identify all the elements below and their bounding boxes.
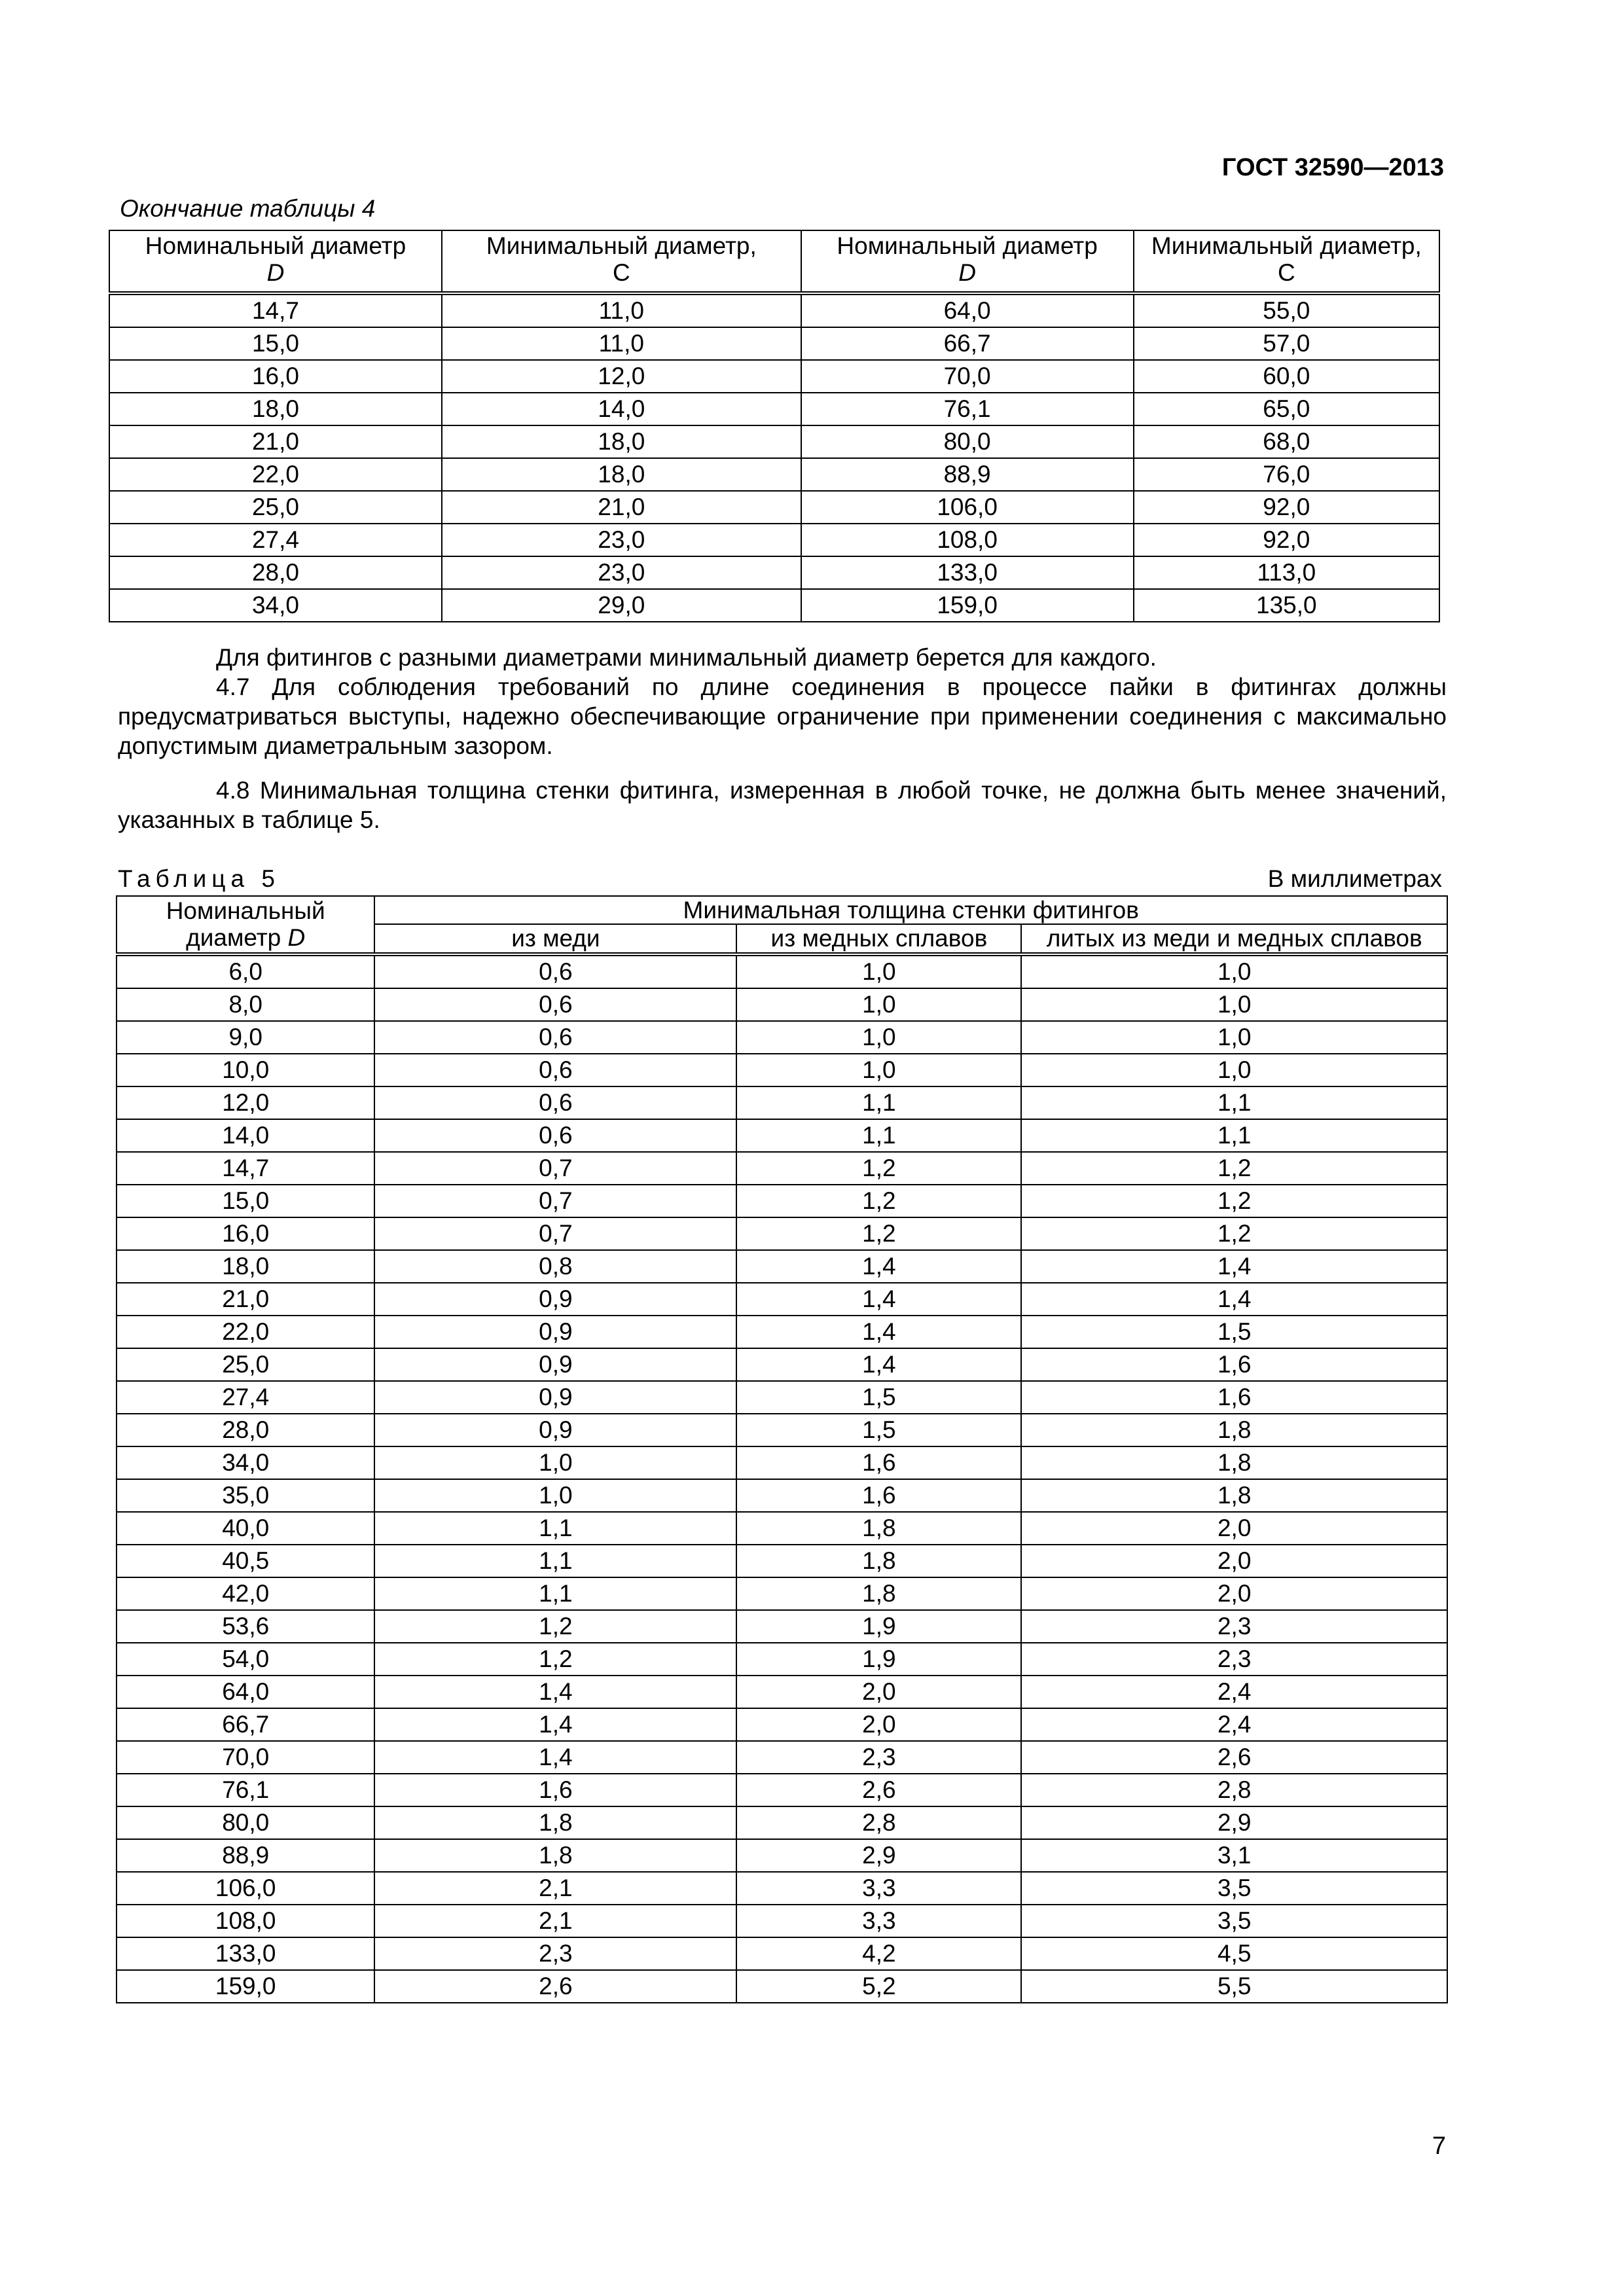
table-cell: 14,7 bbox=[109, 293, 442, 327]
header-symbol: D bbox=[287, 924, 306, 952]
table-row bbox=[117, 1479, 1447, 1512]
table-cell: 1,8 bbox=[736, 1577, 1021, 1610]
table-cell: 2,4 bbox=[1021, 1676, 1447, 1708]
table-row bbox=[117, 1348, 1447, 1381]
table-cell: 2,6 bbox=[1021, 1741, 1447, 1774]
table-row bbox=[117, 1970, 1447, 2003]
table-row bbox=[117, 1708, 1447, 1741]
table-cell: 80,0 bbox=[801, 425, 1134, 458]
table-cell: 0,9 bbox=[374, 1381, 736, 1414]
table4-body bbox=[109, 293, 1439, 622]
table-cell: 1,4 bbox=[736, 1316, 1021, 1348]
table4-header-min-diameter-2 bbox=[1134, 230, 1439, 293]
table-cell: 1,1 bbox=[374, 1577, 736, 1610]
table-cell: 0,7 bbox=[374, 1185, 736, 1217]
table-cell: 2,0 bbox=[736, 1676, 1021, 1708]
table-cell: 6,0 bbox=[117, 954, 374, 988]
table-cell: 1,4 bbox=[374, 1708, 736, 1741]
table-row bbox=[109, 327, 1439, 360]
table-row bbox=[117, 1937, 1447, 1970]
table5-header-row-1 bbox=[117, 896, 1447, 924]
table-cell: 65,0 bbox=[1134, 393, 1439, 425]
table-cell: 1,2 bbox=[1021, 1152, 1447, 1185]
table5-caption: Таблица 5 bbox=[118, 865, 280, 892]
table-cell: 92,0 bbox=[1134, 491, 1439, 524]
table-cell: 70,0 bbox=[117, 1741, 374, 1774]
table-cell: 1,8 bbox=[1021, 1479, 1447, 1512]
table-cell: 64,0 bbox=[801, 293, 1134, 327]
header-text: Номинальный диаметр bbox=[837, 232, 1098, 259]
table-cell: 1,2 bbox=[1021, 1217, 1447, 1250]
table-cell: 14,0 bbox=[117, 1119, 374, 1152]
table-cell: 1,4 bbox=[1021, 1283, 1447, 1316]
table5-header-group: Минимальная толщина стенки фитингов bbox=[374, 896, 1447, 924]
table-cell: 88,9 bbox=[117, 1839, 374, 1872]
table-cell: 70,0 bbox=[801, 360, 1134, 393]
table-cell: 2,8 bbox=[736, 1806, 1021, 1839]
table-cell: 1,0 bbox=[374, 1446, 736, 1479]
table-cell: 1,6 bbox=[736, 1446, 1021, 1479]
table-cell: 21,0 bbox=[117, 1283, 374, 1316]
table-cell: 27,4 bbox=[117, 1381, 374, 1414]
table-cell: 80,0 bbox=[117, 1806, 374, 1839]
header-text: диаметр bbox=[186, 924, 281, 952]
table-row bbox=[117, 1283, 1447, 1316]
table-cell: 53,6 bbox=[117, 1610, 374, 1643]
table-cell: 133,0 bbox=[117, 1937, 374, 1970]
table-cell: 0,9 bbox=[374, 1414, 736, 1446]
table-row bbox=[117, 1643, 1447, 1676]
table-cell: 1,4 bbox=[736, 1283, 1021, 1316]
table-cell: 1,2 bbox=[736, 1217, 1021, 1250]
table-cell: 14,0 bbox=[442, 393, 801, 425]
table-cell: 40,0 bbox=[117, 1512, 374, 1545]
table-cell: 0,6 bbox=[374, 1021, 736, 1054]
table-cell: 108,0 bbox=[801, 524, 1134, 556]
table-cell: 16,0 bbox=[109, 360, 442, 393]
table-cell: 2,6 bbox=[736, 1774, 1021, 1806]
table-cell: 2,0 bbox=[1021, 1545, 1447, 1577]
table-cell: 55,0 bbox=[1134, 293, 1439, 327]
header-text: Минимальный диаметр, bbox=[1151, 232, 1422, 259]
table-cell: 0,6 bbox=[374, 1054, 736, 1086]
table-cell: 0,7 bbox=[374, 1152, 736, 1185]
table-cell: 1,6 bbox=[1021, 1348, 1447, 1381]
table-row bbox=[117, 1872, 1447, 1905]
paragraph-4-7: 4.7 Для соблюдения требований по длине соединения в процессе пайки в фитингах должны предусматриваться выступы, надежно обеспечивающие ограничение при применении соединения с максимально допустимым диаметральным зазором. bbox=[118, 673, 1447, 759]
paragraph-4-8: 4.8 Минимальная толщина стенки фитинга, измеренная в любой точке, не должна быть менее значений, указанных в таблице 5. bbox=[118, 777, 1447, 833]
table-row bbox=[109, 556, 1439, 589]
table-cell: 0,6 bbox=[374, 988, 736, 1021]
table-cell: 8,0 bbox=[117, 988, 374, 1021]
table-row bbox=[109, 458, 1439, 491]
table5-subheader-copper: из меди bbox=[374, 924, 736, 954]
table-row bbox=[117, 1610, 1447, 1643]
table-cell: 2,1 bbox=[374, 1872, 736, 1905]
table-row bbox=[109, 425, 1439, 458]
table-cell: 1,4 bbox=[736, 1250, 1021, 1283]
table-cell: 23,0 bbox=[442, 524, 801, 556]
table-cell: 11,0 bbox=[442, 327, 801, 360]
header-text: Минимальный диаметр, bbox=[486, 232, 757, 259]
table-row bbox=[117, 1086, 1447, 1119]
table-cell: 10,0 bbox=[117, 1054, 374, 1086]
table-row bbox=[117, 1185, 1447, 1217]
table-row bbox=[117, 1905, 1447, 1937]
table-cell: 1,2 bbox=[374, 1610, 736, 1643]
table-row bbox=[117, 1806, 1447, 1839]
table5-subheader-copper-alloys: из медных сплавов bbox=[736, 924, 1021, 954]
table5-subheader-cast: литых из меди и медных сплавов bbox=[1021, 924, 1447, 954]
table-cell: 1,9 bbox=[736, 1643, 1021, 1676]
table-cell: 3,1 bbox=[1021, 1839, 1447, 1872]
table-row bbox=[117, 1054, 1447, 1086]
table-cell: 21,0 bbox=[442, 491, 801, 524]
table-cell: 159,0 bbox=[117, 1970, 374, 2003]
table-cell: 1,8 bbox=[374, 1806, 736, 1839]
table-row bbox=[117, 1774, 1447, 1806]
table-cell: 113,0 bbox=[1134, 556, 1439, 589]
table-cell: 1,6 bbox=[374, 1774, 736, 1806]
table-cell: 76,1 bbox=[117, 1774, 374, 1806]
table-row bbox=[117, 1577, 1447, 1610]
paragraph-different-diameters: Для фитингов с разными диаметрами минимальный диаметр берется для каждого. bbox=[216, 644, 1157, 671]
table-cell: 15,0 bbox=[109, 327, 442, 360]
table-cell: 76,0 bbox=[1134, 458, 1439, 491]
table-cell: 1,4 bbox=[736, 1348, 1021, 1381]
table-cell: 4,2 bbox=[736, 1937, 1021, 1970]
table-cell: 15,0 bbox=[117, 1185, 374, 1217]
table-cell: 2,4 bbox=[1021, 1708, 1447, 1741]
table-cell: 1,8 bbox=[1021, 1414, 1447, 1446]
table-cell: 66,7 bbox=[801, 327, 1134, 360]
table-cell: 1,1 bbox=[736, 1119, 1021, 1152]
table-cell: 2,0 bbox=[1021, 1577, 1447, 1610]
table-cell: 22,0 bbox=[117, 1316, 374, 1348]
table5-header-nominal-diameter bbox=[117, 896, 374, 954]
table-row bbox=[109, 589, 1439, 622]
table-cell: 2,3 bbox=[1021, 1610, 1447, 1643]
table-cell: 1,0 bbox=[374, 1479, 736, 1512]
table-row bbox=[109, 360, 1439, 393]
table-cell: 1,1 bbox=[374, 1512, 736, 1545]
table-row bbox=[109, 393, 1439, 425]
table-cell: 11,0 bbox=[442, 293, 801, 327]
table-cell: 34,0 bbox=[109, 589, 442, 622]
table-cell: 2,9 bbox=[1021, 1806, 1447, 1839]
table-cell: 1,1 bbox=[374, 1545, 736, 1577]
table-row bbox=[117, 1119, 1447, 1152]
table-cell: 0,7 bbox=[374, 1217, 736, 1250]
table-cell: 0,6 bbox=[374, 1086, 736, 1119]
table-row bbox=[117, 1021, 1447, 1054]
table-row bbox=[117, 1381, 1447, 1414]
table-cell: 0,9 bbox=[374, 1348, 736, 1381]
table-5 bbox=[116, 895, 1448, 2003]
header-symbol: C bbox=[1277, 259, 1295, 287]
table-row bbox=[117, 1250, 1447, 1283]
table-cell: 1,0 bbox=[1021, 1054, 1447, 1086]
table-row bbox=[117, 1512, 1447, 1545]
table5-body bbox=[117, 954, 1447, 2003]
table-cell: 1,2 bbox=[374, 1643, 736, 1676]
table-cell: 1,0 bbox=[736, 988, 1021, 1021]
table-cell: 18,0 bbox=[109, 393, 442, 425]
table-cell: 1,9 bbox=[736, 1610, 1021, 1643]
table-cell: 159,0 bbox=[801, 589, 1134, 622]
table4-header-min-diameter bbox=[442, 230, 801, 293]
table-cell: 9,0 bbox=[117, 1021, 374, 1054]
table-cell: 1,8 bbox=[1021, 1446, 1447, 1479]
table-cell: 135,0 bbox=[1134, 589, 1439, 622]
table-cell: 3,5 bbox=[1021, 1905, 1447, 1937]
table-cell: 29,0 bbox=[442, 589, 801, 622]
table-cell: 1,1 bbox=[1021, 1086, 1447, 1119]
table-cell: 2,6 bbox=[374, 1970, 736, 2003]
header-symbol: C bbox=[612, 259, 630, 287]
table-row bbox=[117, 988, 1447, 1021]
table-cell: 3,3 bbox=[736, 1872, 1021, 1905]
table-row bbox=[117, 1839, 1447, 1872]
document-id: ГОСТ 32590—2013 bbox=[1221, 154, 1444, 181]
table-cell: 60,0 bbox=[1134, 360, 1439, 393]
table-cell: 1,0 bbox=[1021, 988, 1447, 1021]
table-cell: 1,2 bbox=[736, 1152, 1021, 1185]
table-cell: 1,5 bbox=[1021, 1316, 1447, 1348]
table-cell: 0,6 bbox=[374, 1119, 736, 1152]
table-4 bbox=[109, 230, 1440, 622]
table-cell: 1,6 bbox=[1021, 1381, 1447, 1414]
table-cell: 1,5 bbox=[736, 1414, 1021, 1446]
table-cell: 1,8 bbox=[374, 1839, 736, 1872]
table-cell: 14,7 bbox=[117, 1152, 374, 1185]
table-cell: 1,0 bbox=[736, 954, 1021, 988]
table-cell: 25,0 bbox=[117, 1348, 374, 1381]
table-cell: 27,4 bbox=[109, 524, 442, 556]
table-row bbox=[117, 954, 1447, 988]
table-cell: 1,4 bbox=[1021, 1250, 1447, 1283]
table-cell: 106,0 bbox=[801, 491, 1134, 524]
header-text: Номинальный диаметр bbox=[145, 232, 406, 259]
table-cell: 18,0 bbox=[442, 458, 801, 491]
table-cell: 4,5 bbox=[1021, 1937, 1447, 1970]
table-cell: 1,0 bbox=[736, 1021, 1021, 1054]
table-cell: 2,3 bbox=[736, 1741, 1021, 1774]
table-cell: 2,0 bbox=[1021, 1512, 1447, 1545]
table-cell: 25,0 bbox=[109, 491, 442, 524]
table-cell: 1,0 bbox=[1021, 1021, 1447, 1054]
table-cell: 57,0 bbox=[1134, 327, 1439, 360]
table-cell: 28,0 bbox=[117, 1414, 374, 1446]
table5-units: В миллиметрах bbox=[1267, 865, 1442, 892]
table-cell: 0,8 bbox=[374, 1250, 736, 1283]
table-cell: 106,0 bbox=[117, 1872, 374, 1905]
table-cell: 92,0 bbox=[1134, 524, 1439, 556]
table-cell: 0,9 bbox=[374, 1283, 736, 1316]
table-cell: 1,2 bbox=[1021, 1185, 1447, 1217]
table-row bbox=[117, 1676, 1447, 1708]
table-cell: 108,0 bbox=[117, 1905, 374, 1937]
table-cell: 133,0 bbox=[801, 556, 1134, 589]
table-cell: 18,0 bbox=[117, 1250, 374, 1283]
table-cell: 35,0 bbox=[117, 1479, 374, 1512]
table-row bbox=[109, 491, 1439, 524]
table4-header-nominal-diameter bbox=[109, 230, 442, 293]
table-cell: 28,0 bbox=[109, 556, 442, 589]
table-cell: 5,5 bbox=[1021, 1970, 1447, 2003]
table-row bbox=[109, 293, 1439, 327]
table-row bbox=[109, 524, 1439, 556]
table-cell: 23,0 bbox=[442, 556, 801, 589]
table-cell: 2,3 bbox=[1021, 1643, 1447, 1676]
table-cell: 64,0 bbox=[117, 1676, 374, 1708]
table-cell: 1,8 bbox=[736, 1545, 1021, 1577]
table-cell: 2,1 bbox=[374, 1905, 736, 1937]
table-cell: 1,4 bbox=[374, 1676, 736, 1708]
table-cell: 18,0 bbox=[442, 425, 801, 458]
table-row bbox=[117, 1446, 1447, 1479]
table-cell: 1,8 bbox=[736, 1512, 1021, 1545]
table-cell: 66,7 bbox=[117, 1708, 374, 1741]
header-text: Номинальный bbox=[166, 897, 325, 924]
table-cell: 68,0 bbox=[1134, 425, 1439, 458]
table-cell: 12,0 bbox=[442, 360, 801, 393]
table-cell: 88,9 bbox=[801, 458, 1134, 491]
table-cell: 5,2 bbox=[736, 1970, 1021, 2003]
table-cell: 34,0 bbox=[117, 1446, 374, 1479]
table-cell: 0,9 bbox=[374, 1316, 736, 1348]
header-symbol: D bbox=[266, 259, 285, 287]
table-cell: 54,0 bbox=[117, 1643, 374, 1676]
table-cell: 42,0 bbox=[117, 1577, 374, 1610]
table-cell: 3,3 bbox=[736, 1905, 1021, 1937]
table-cell: 21,0 bbox=[109, 425, 442, 458]
table4-header-row bbox=[109, 230, 1439, 293]
table-row bbox=[117, 1152, 1447, 1185]
page-number: 7 bbox=[1432, 2132, 1446, 2160]
table-cell: 1,5 bbox=[736, 1381, 1021, 1414]
table-row bbox=[117, 1545, 1447, 1577]
table-cell: 22,0 bbox=[109, 458, 442, 491]
table-row bbox=[117, 1217, 1447, 1250]
table-cell: 2,8 bbox=[1021, 1774, 1447, 1806]
table-cell: 1,4 bbox=[374, 1741, 736, 1774]
table-cell: 1,1 bbox=[736, 1086, 1021, 1119]
table-cell: 16,0 bbox=[117, 1217, 374, 1250]
table-row bbox=[117, 1414, 1447, 1446]
table-cell: 1,0 bbox=[736, 1054, 1021, 1086]
table-cell: 0,6 bbox=[374, 954, 736, 988]
table-cell: 1,2 bbox=[736, 1185, 1021, 1217]
table4-header-nominal-diameter-2 bbox=[801, 230, 1134, 293]
table-cell: 2,9 bbox=[736, 1839, 1021, 1872]
table-cell: 40,5 bbox=[117, 1545, 374, 1577]
table-cell: 2,3 bbox=[374, 1937, 736, 1970]
table-cell: 3,5 bbox=[1021, 1872, 1447, 1905]
table-cell: 1,6 bbox=[736, 1479, 1021, 1512]
table4-caption: Окончание таблицы 4 bbox=[120, 195, 376, 222]
table-cell: 2,0 bbox=[736, 1708, 1021, 1741]
table-row bbox=[117, 1741, 1447, 1774]
table-row bbox=[117, 1316, 1447, 1348]
table-cell: 1,1 bbox=[1021, 1119, 1447, 1152]
table-cell: 1,0 bbox=[1021, 954, 1447, 988]
table-cell: 76,1 bbox=[801, 393, 1134, 425]
table-cell: 12,0 bbox=[117, 1086, 374, 1119]
header-symbol: D bbox=[958, 259, 976, 287]
